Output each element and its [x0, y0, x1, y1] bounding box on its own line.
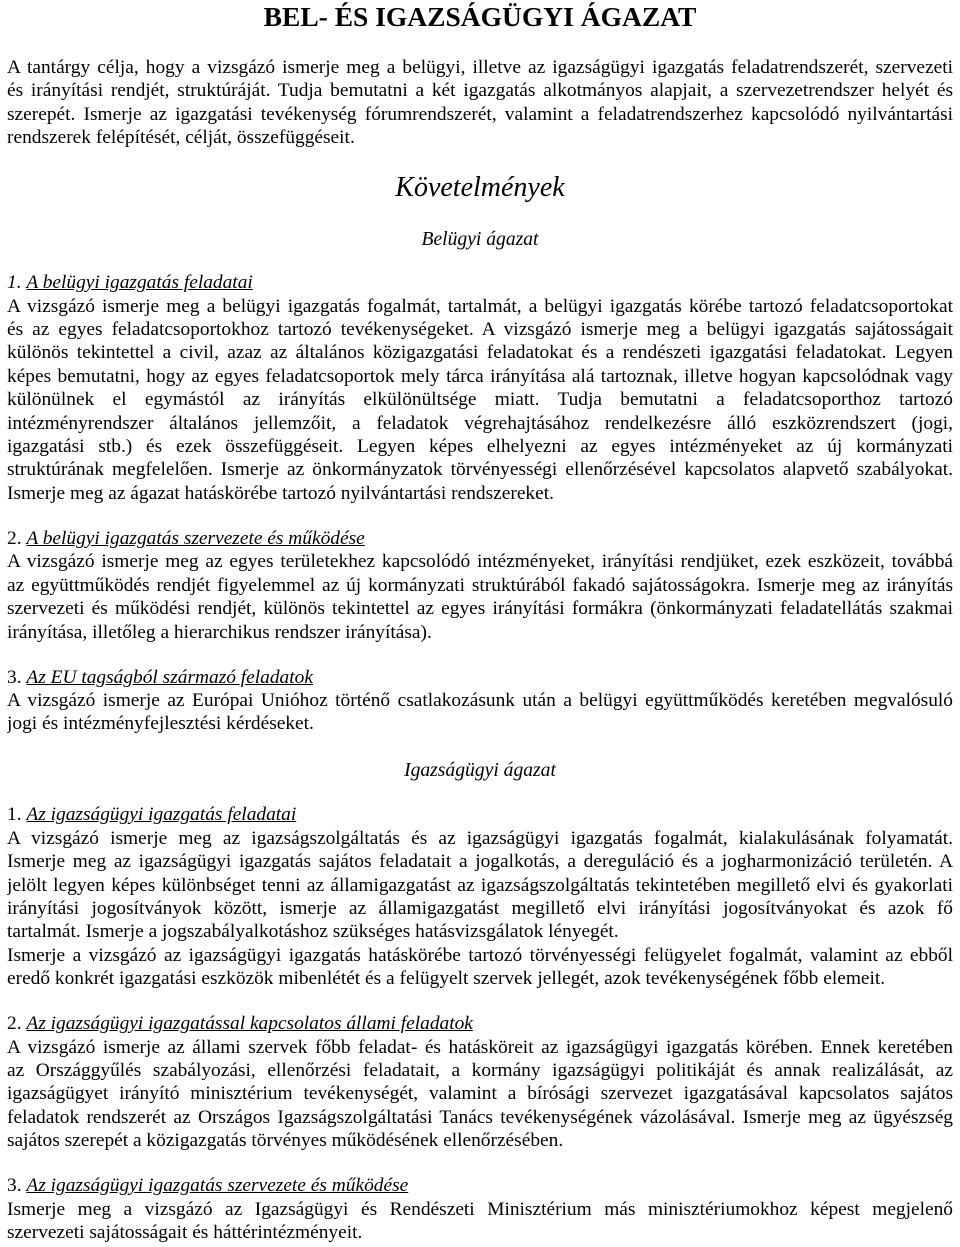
- section-igazsagugyi-1: [7, 803, 953, 990]
- section-igazsagugyi-3: [7, 1174, 953, 1244]
- section-belugyi-2: [7, 527, 953, 644]
- text-line: eredő konkrét igazgatási eszközök mibenlétét és a felügyelt szervek jellegét, azok tevékenységének főbb elemeit.: [7, 968, 886, 990]
- requirements-heading: Követelmények: [395, 171, 565, 203]
- section-title: Az igazságügyi igazgatással kapcsolatos állami feladatok: [26, 1013, 473, 1035]
- section-number: 1.: [7, 804, 22, 826]
- section-number: 2.: [7, 527, 22, 549]
- section-title: A belügyi igazgatás feladatai: [26, 272, 253, 294]
- text-line: A vizsgázó ismerje az állami szervek főbb feladat- és hatásköreit az igazságügyi igazgatás körében. Ennek keretében: [7, 1036, 953, 1058]
- text-line: képes bemutatni, hogy az egyes feladatcsoportok mely tárca irányítása alá tartoznak, illetve hogyan kapcsolódnak vagy: [7, 365, 953, 387]
- section-number: 2.: [7, 1013, 22, 1035]
- sector-heading-belugyi: Belügyi ágazat: [421, 229, 539, 251]
- text-line: szervezeti és működési rendjét, különös tekintettel az egyes irányítási formákra (önkormányzati feladatellátás szakmai: [7, 598, 953, 620]
- section-title: Az igazságügyi igazgatás feladatai: [26, 804, 297, 826]
- section-title: A belügyi igazgatás szervezete és működése: [26, 527, 365, 549]
- text-line: A vizsgázó ismerje meg a belügyi igazgatás fogalmát, tartalmát, a belügyi igazgatás körébe tartozó feladatcsoportokat: [7, 295, 953, 317]
- intro-paragraph: [7, 56, 953, 150]
- text-line: jelölt legyen képes különbséget tenni az államigazgatást az igazságszolgáltatás tekintetében megillető elvi és gyakorlati: [7, 874, 953, 896]
- section-heading: [7, 271, 953, 294]
- section-igazsagugyi-2: [7, 1012, 953, 1152]
- text-line: jogi és intézményfejlesztési kérdéseket.: [7, 713, 314, 735]
- text-line: irányítása, illetőleg a hierarchikus rendszer irányítása).: [7, 621, 432, 643]
- text-line: A tantárgy célja, hogy a vizsgázó ismerje meg a belügyi, illetve az igazságügyi igazgatás feladatrendszerét, szervezeti: [7, 57, 953, 78]
- text-line: az Országgyűlés szabályozási, ellenőrzési feladatait, a kormány igazságügyi politikáját és annak realizálását, az: [7, 1060, 953, 1082]
- text-line: irányítási jogosítványok között, ismerje az államigazgatást megillető elvi irányítási jogosítványokat és azok fő: [7, 897, 953, 919]
- text-line: igazgatási stb.) és ezek összefüggéseit. Legyen képes elhelyezni az egyes intézményeket az új kormányzati: [7, 435, 953, 457]
- section-number: 3.: [7, 1175, 22, 1197]
- section-paragraph: [7, 1198, 953, 1245]
- section-paragraph: [7, 827, 953, 944]
- section-paragraph: [7, 550, 953, 644]
- section-heading: [7, 527, 953, 550]
- section-heading: [7, 803, 953, 826]
- text-line: különülnek el egymástól az irányítás elkülönültsége miatt. Tudja bemutatni a feladatcsoporthoz tartozó: [7, 389, 953, 411]
- text-line: és irányítási rendjét, struktúráját. Tudja bemutatni a két igazgatás alkotmányos alapjait, a szervezetrendszer helyét és: [7, 80, 953, 102]
- section-paragraph: [7, 689, 953, 736]
- text-line: Ismerje meg a vizsgázó az Igazságügyi és Rendészeti Minisztérium más minisztériumokhoz képest megjelenő: [7, 1198, 953, 1220]
- text-line: Ismerje meg az igazságügyi igazgatás sajátos feladatait a jogalkotás, a dereguláció és a jogharmonizáció területén. A: [7, 851, 953, 873]
- text-line: A vizsgázó ismerje meg az igazságszolgáltatás és az igazságügyi igazgatás fogalmát, kialakulásának folyamatát.: [7, 827, 953, 849]
- section-heading: [7, 1174, 953, 1197]
- section-belugyi-3: [7, 666, 953, 736]
- text-line: Ismerje meg az ágazat hatáskörébe tartozó nyilvántartási rendszereket.: [7, 482, 554, 504]
- section-paragraph: [7, 944, 953, 991]
- section-belugyi-1: [7, 271, 953, 505]
- text-line: igazságügyet irányító minisztérium tevékenységét, valamint a bírósági szervezet igazgatásával kapcsolatos sajátos: [7, 1083, 953, 1105]
- section-heading: [7, 666, 953, 689]
- section-number: 3.: [7, 666, 22, 688]
- sector-heading-igazsagugyi: Igazságügyi ágazat: [404, 760, 556, 782]
- text-line: az együttműködés rendjét figyelemmel az új kormányzati struktúrából fakadó sajátosságokra. Ismerje meg az irányítás: [7, 574, 953, 596]
- section-title: Az igazságügyi igazgatás szervezete és működése: [26, 1175, 409, 1197]
- text-line: rendszerek felépítését, célját, összefüggéseit.: [7, 127, 355, 149]
- text-line: struktúrának megfelelően. Ismerje az önkormányzatok törvényességi ellenőrzésével kapcsolatos alapvető szabályokat.: [7, 459, 953, 481]
- text-line: szerepét. Ismerje az igazgatási tevékenység fórumrendszerét, valamint a feladatrendszerhez kapcsolódó nyilvántartási: [7, 103, 953, 125]
- text-line: szervezeti sajátosságait és háttérintézményeit.: [7, 1222, 363, 1244]
- text-line: tartalmát. Ismerje a jogszabályalkotáshoz szükséges hatásvizsgálatok lényegét.: [7, 921, 619, 943]
- document-title: BEL- ÉS IGAZSÁGÜGYI ÁGAZAT: [263, 1, 697, 32]
- text-line: A vizsgázó ismerje meg az egyes területekhez kapcsolódó intézményeket, irányítási rendjüket, ezek eszközeit, továbbá: [7, 551, 953, 573]
- section-paragraph: [7, 1036, 953, 1153]
- text-line: intézményrendszer általános jellemzőit, a feladatok végrehajtásához rendelkezésre álló eszközrendszert (jogi,: [7, 412, 953, 434]
- section-title: Az EU tagságból származó feladatok: [26, 666, 313, 688]
- text-line: A vizsgázó ismerje az Európai Unióhoz történő csatlakozásunk után a belügyi együttműködés keretében megvalósuló: [7, 690, 953, 712]
- text-line: Ismerje a vizsgázó az igazságügyi igazgatás hatáskörébe tartozó törvényességi felügyelet fogalmát, valamint az ebből: [7, 944, 953, 966]
- section-number: 1.: [7, 272, 22, 294]
- section-heading: [7, 1012, 953, 1035]
- text-line: sajátos szerepét a közigazgatás törvényes működésének ellenőrzésében.: [7, 1130, 564, 1152]
- text-line: feladatok rendszerét az Országos Igazságszolgáltatási Tanács tevékenységének vázolásával. Ismerje meg az ügyészség: [7, 1106, 953, 1128]
- text-line: és az egyes feladatcsoportokhoz tartozó tevékenységeket. A vizsgázó ismerje meg a belügyi igazgatás sajátosságait: [7, 319, 953, 341]
- section-paragraph: [7, 295, 953, 506]
- text-line: különös tekintettel a civil, azaz az általános közigazgatási feladatokat és a rendészeti igazgatási feladatokat. Legyen: [7, 342, 953, 364]
